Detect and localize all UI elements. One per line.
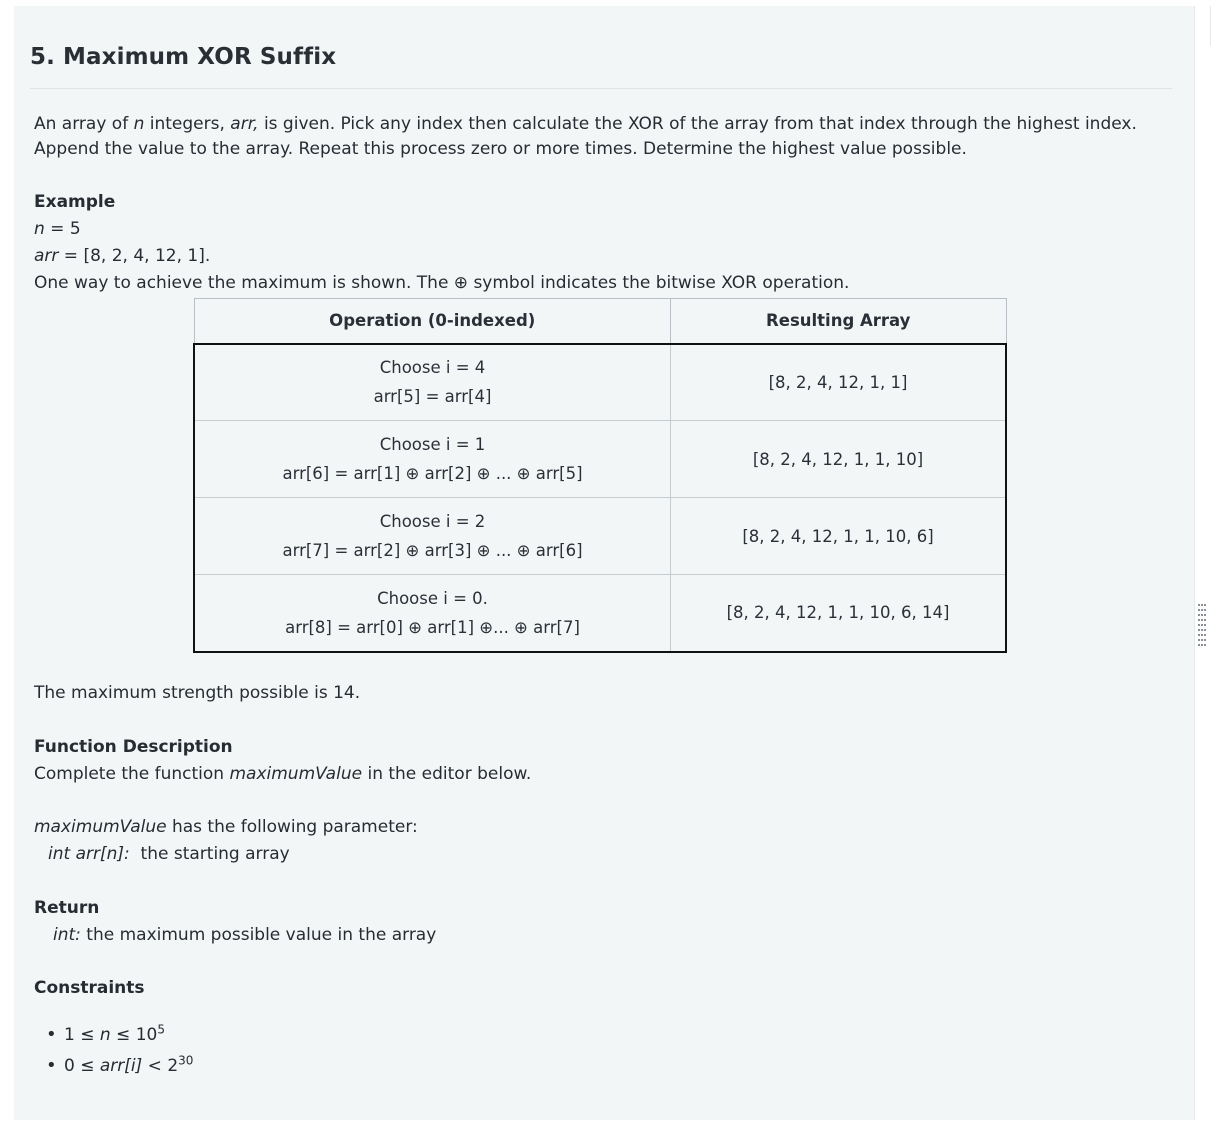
result-cell: [8, 2, 4, 12, 1, 1, 10] <box>671 421 1007 498</box>
table-row <box>194 344 1006 421</box>
problem-title: 5. Maximum XOR Suffix <box>30 44 337 70</box>
example-n: n = 5 <box>34 219 81 239</box>
operation-cell: Choose i = 4 arr[5] = arr[4] <box>194 344 671 421</box>
example-heading: Example <box>34 192 116 212</box>
function-description-text: Complete the function maximumValue in the editor below. <box>34 764 532 784</box>
example-note: One way to achieve the maximum is shown. The ⊕ symbol indicates the bitwise XOR operation. <box>34 273 850 293</box>
table-row <box>194 421 1006 498</box>
constraints-list <box>46 1022 193 1084</box>
constraint-item: • $0 \le arr[i] < 2^{30}$ <box>46 1053 193 1084</box>
parameter-intro: maximumValue has the following parameter: <box>34 817 418 837</box>
table-row <box>194 498 1006 575</box>
table-header-operation: Operation (0-indexed) <box>194 299 671 344</box>
example-arr: arr = [8, 2, 4, 12, 1]. <box>34 246 211 266</box>
operation-cell: Choose i = 1 arr[6] = arr[1] ⊕ arr[2] ⊕ ... ⊕ arr[5] <box>194 421 671 498</box>
panel-divider <box>1194 6 1195 1120</box>
max-note: The maximum strength possible is 14. <box>34 683 361 703</box>
result-cell: [8, 2, 4, 12, 1, 1] <box>671 344 1007 421</box>
return-text: int: the maximum possible value in the array <box>53 925 437 945</box>
table-header-result: Resulting Array <box>671 299 1007 344</box>
constraints-heading: Constraints <box>34 978 145 998</box>
title-divider <box>30 88 1172 89</box>
function-description-heading: Function Description <box>34 737 233 757</box>
result-cell: [8, 2, 4, 12, 1, 1, 10, 6] <box>671 498 1007 575</box>
problem-statement: An array of n integers, arr, is given. Pick any index then calculate the XOR of the array from that index through the highest index. Append the value to the array. Repeat this process zero or more times. Determine the highest value possible. <box>34 114 1137 159</box>
example-table <box>193 298 1007 653</box>
return-heading: Return <box>34 898 100 918</box>
parameter-item: int arr[n]: the starting array <box>48 844 290 864</box>
operation-cell: Choose i = 0. arr[8] = arr[0] ⊕ arr[1] ⊕... ⊕ arr[7] <box>194 575 671 652</box>
table-row <box>194 575 1006 652</box>
resize-handle[interactable] <box>1198 604 1206 646</box>
operation-cell: Choose i = 2 arr[7] = arr[2] ⊕ arr[3] ⊕ ... ⊕ arr[6] <box>194 498 671 575</box>
result-cell: [8, 2, 4, 12, 1, 1, 10, 6, 14] <box>671 575 1007 652</box>
constraint-item: • $1 \le n \le 10^5$ <box>46 1022 193 1053</box>
editor-panel-edge <box>1210 6 1228 46</box>
